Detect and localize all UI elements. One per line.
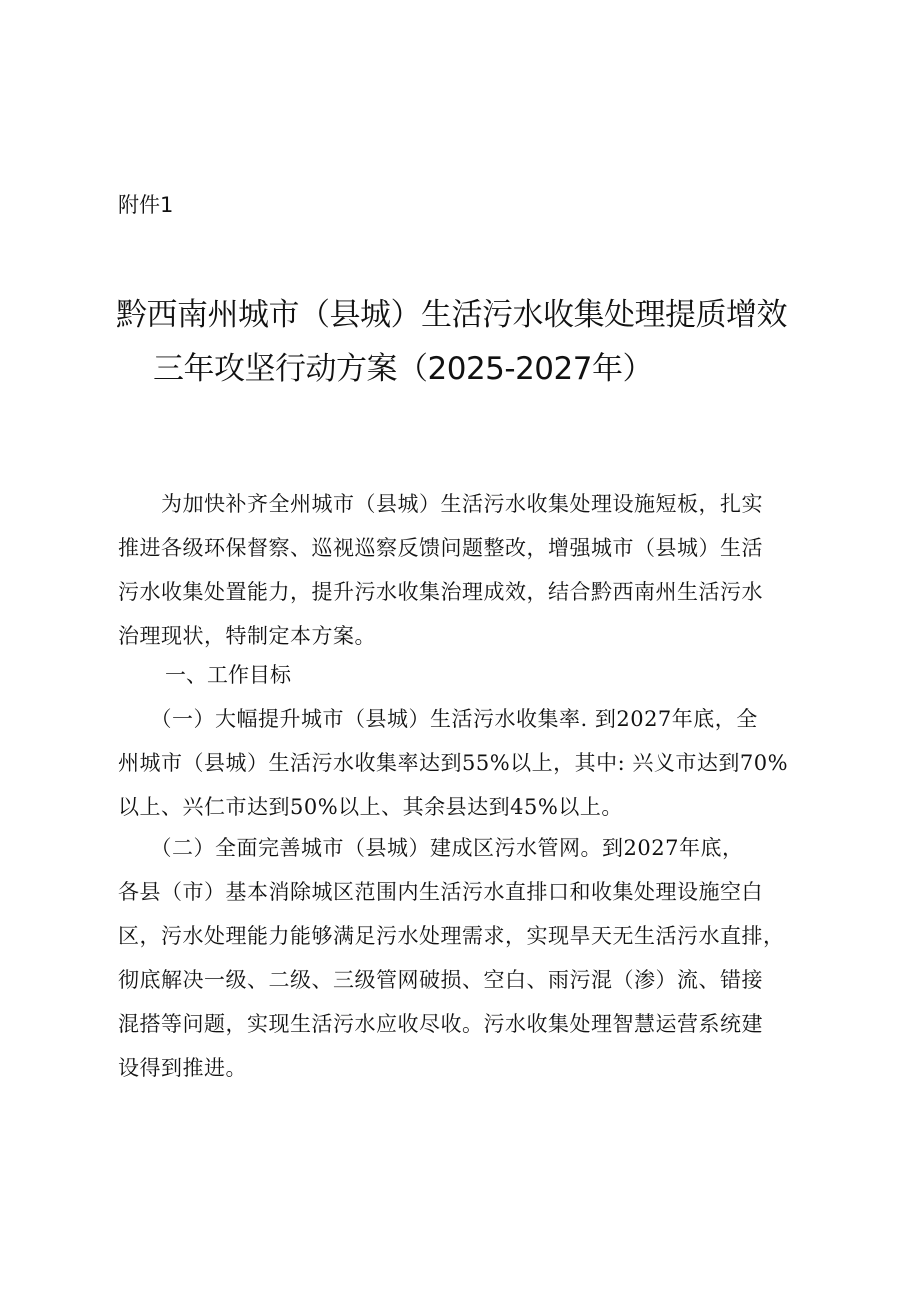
section-heading: 一、工作目标	[165, 663, 291, 687]
goal-2-paragraph	[118, 826, 818, 1090]
paragraph-line: 推进各级环保督察、巡视巡察反馈问题整改，增强城市（县城）生活	[118, 536, 763, 560]
document-title-line-1: 黔西南州城市（县城）生活污水收集处理提质增效	[116, 297, 787, 333]
paragraph-line: 州城市（县城）生活污水收集率达到55%以上，其中: 兴义市达到70%	[118, 751, 789, 775]
paragraph-line: 区，污水处理能力能够满足污水处理需求，实现旱天无生活污水直排，	[118, 924, 785, 948]
paragraph-line: 为加快补齐全州城市（县城）生活污水收集处理设施短板，扎实	[118, 492, 763, 516]
paragraph-line: 混搭等问题，实现生活污水应收尽收。污水收集处理智慧运营系统建	[118, 1012, 763, 1036]
paragraph-line: 设得到推进。	[118, 1056, 247, 1080]
paragraph-line: 以上、兴仁市达到50%以上、其余县达到45%以上。	[118, 795, 623, 819]
goal-1-paragraph	[118, 697, 818, 829]
paragraph-line: （一）大幅提升城市（县城）生活污水收集率. 到2027年底，全	[118, 707, 758, 731]
paragraph-line: （二）全面完善城市（县城）建成区污水管网。到2027年底，	[118, 836, 744, 860]
paragraph-line: 各县（市）基本消除城区范围内生活污水直排口和收集处理设施空白	[118, 880, 763, 904]
paragraph-line: 彻底解决一级、二级、三级管网破损、空白、雨污混（渗）流、错接	[118, 968, 763, 992]
intro-paragraph	[118, 482, 818, 658]
paragraph-line: 污水收集处置能力，提升污水收集治理成效，结合黔西南州生活污水	[118, 580, 763, 604]
attachment-label: 附件1	[118, 193, 174, 217]
paragraph-line: 治理现状，特制定本方案。	[118, 624, 376, 648]
document-title-line-2: 三年攻坚行动方案（2025-2027年）	[153, 351, 653, 387]
